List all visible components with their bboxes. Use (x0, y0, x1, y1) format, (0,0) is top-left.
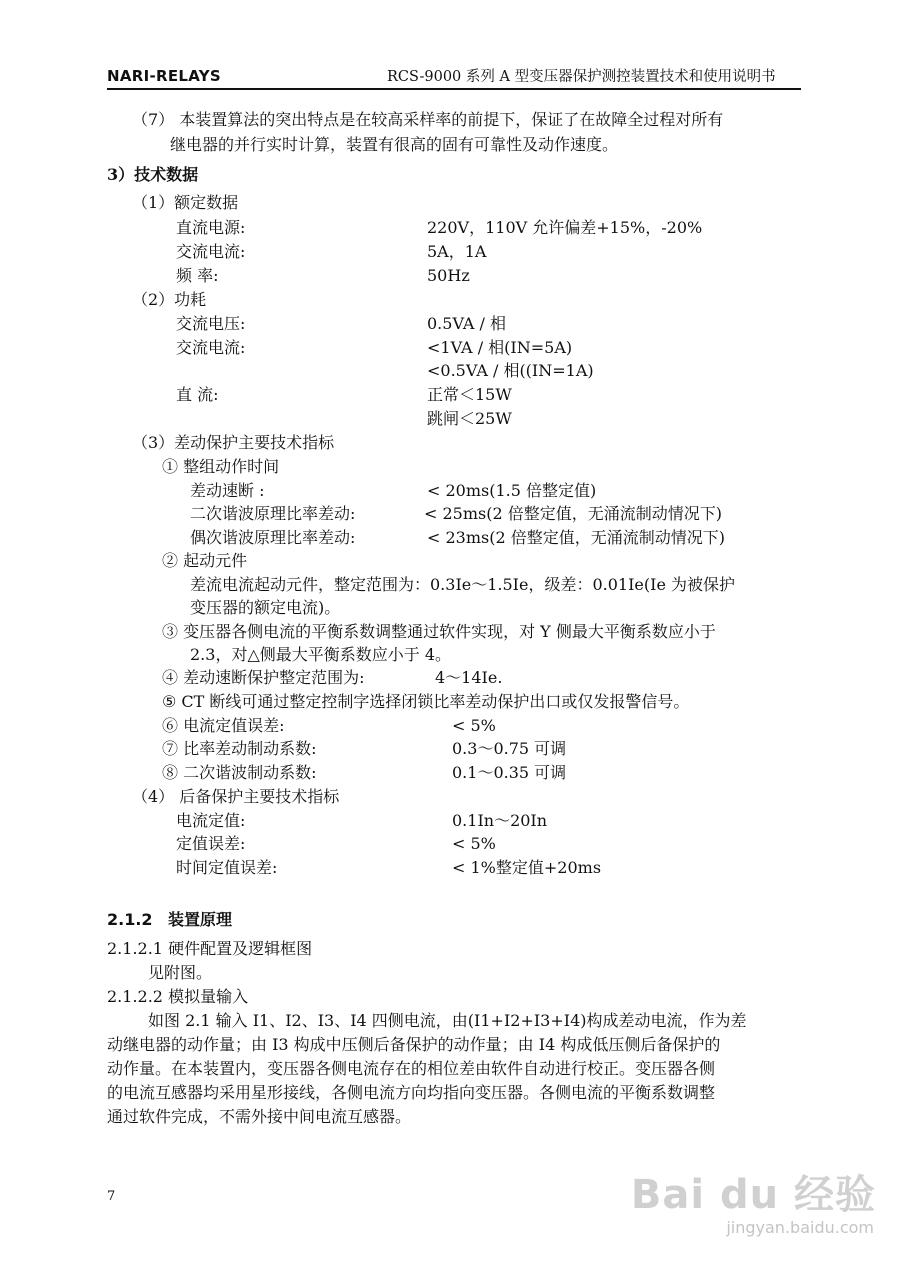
header-logo: NARI-RELAYS (107, 67, 222, 85)
spec-label: 频 率: (176, 266, 219, 285)
spec-label: 交流电压: (176, 314, 246, 333)
spec-label: 偶次谐波原理比率差动: (190, 528, 356, 547)
list-item: ③ 变压器各侧电流的平衡系数调整通过软件实现，对 Y 侧最大平衡系数应小于 (162, 622, 716, 641)
spec-value: < 1%整定值+20ms (452, 858, 602, 877)
subsection-heading: （2）功耗 (132, 290, 207, 309)
spec-label: 电流定值: (176, 811, 246, 830)
spec-label: 定值误差: (176, 834, 246, 853)
list-item: ① 整组动作时间 (162, 457, 280, 476)
text-line: 变压器的额定电流)。 (190, 598, 341, 617)
list-item: ⑥ 电流定值误差: (162, 716, 285, 735)
spec-value: 220V，110V 允许偏差+15%，-20% (427, 218, 703, 237)
subsection-heading: 2.1.2.1 硬件配置及逻辑框图 (107, 939, 313, 958)
spec-value: < 20ms(1.5 倍整定值) (427, 481, 597, 500)
spec-label: 二次谐波原理比率差动: (190, 504, 356, 523)
subsection-heading: 2.1.2.2 模拟量输入 (107, 987, 249, 1006)
spec-value: 0.3～0.75 可调 (452, 739, 567, 758)
text-line: 见附图。 (148, 963, 213, 982)
list-item: ⑦ 比率差动制动系数: (162, 739, 317, 758)
spec-value: 50Hz (427, 266, 470, 285)
spec-label: 直 流: (176, 385, 219, 404)
list-item: ⑤ CT 断线可通过整定控制字选择闭锁比率差动保护出口或仅发报警信号。 (162, 692, 690, 711)
text-line: 差流电流起动元件，整定范围为：0.3Ie～1.5Ie，级差：0.01Ie(Ie 为被保护 (190, 575, 736, 594)
text-line: 如图 2.1 输入 I1、I2、I3、I4 四侧电流，由(I1+I2+I3+I4)构成差动电流，作为差 (148, 1011, 747, 1030)
spec-label: 交流电流: (176, 338, 246, 357)
subsection-heading: （4） 后备保护主要技术指标 (132, 787, 340, 806)
spec-value: 4～14Ie. (435, 668, 503, 687)
text-line: （7） 本装置算法的突出特点是在较高采样率的前提下，保证了在故障全过程对所有 (132, 110, 724, 129)
page-number: 7 (107, 1189, 116, 1204)
section-heading: 3）技术数据 (107, 165, 199, 184)
subsection-heading: （1）额定数据 (132, 193, 239, 212)
text-line: 2.3，对△侧最大平衡系数应小于 4。 (190, 645, 452, 664)
spec-value: 0.5VA / 相 (427, 314, 507, 333)
header-title: RCS-9000 系列 A 型变压器保护测控装置技术和使用说明书 (387, 69, 776, 85)
text-line: 的电流互感器均采用星形接线，各侧电流方向均指向变压器。各侧电流的平衡系数调整 (107, 1083, 716, 1102)
spec-value: 0.1～0.35 可调 (452, 763, 567, 782)
baidu-jingyan-watermark-logo: Bai du 经验 (630, 1172, 876, 1218)
section-heading: 装置原理 (168, 910, 233, 929)
spec-value: 跳闸＜25W (427, 409, 512, 428)
watermark-url: jingyan.baidu.com (726, 1218, 874, 1237)
spec-value: <0.5VA / 相((IN=1A) (427, 361, 594, 380)
spec-value: 5A，1A (427, 242, 487, 261)
list-item: ② 起动元件 (162, 551, 248, 570)
section-number: 2.1.2 (107, 910, 153, 929)
subsection-heading: （3）差动保护主要技术指标 (132, 433, 335, 452)
spec-value: 0.1In～20In (452, 811, 548, 830)
spec-value: <1VA / 相(IN=5A) (427, 338, 573, 357)
text-line: 通过软件完成，不需外接中间电流互感器。 (107, 1107, 412, 1126)
header-rule (107, 88, 801, 90)
spec-value: < 5% (452, 834, 496, 853)
list-item: ⑧ 二次谐波制动系数: (162, 763, 317, 782)
text-line: 继电器的并行实时计算，装置有很高的固有可靠性及动作速度。 (170, 135, 619, 154)
list-item: ④ 差动速断保护整定范围为: (162, 668, 365, 687)
spec-value: < 5% (452, 716, 496, 735)
spec-label: 直流电源: (176, 218, 246, 237)
spec-label: 时间定值误差: (176, 858, 278, 877)
spec-label: 交流电流: (176, 242, 246, 261)
text-line: 动作量。在本装置内，变压器各侧电流存在的相位差由软件自动进行校正。变压器各侧 (107, 1059, 716, 1078)
text-line: 动继电器的动作量；由 I3 构成中压侧后备保护的动作量；由 I4 构成低压侧后备保护的 (107, 1035, 721, 1054)
spec-label: 差动速断 : (190, 481, 265, 500)
spec-value: 正常＜15W (427, 385, 512, 404)
spec-value: < 25ms(2 倍整定值，无涌流制动情况下) (424, 504, 722, 523)
spec-value: < 23ms(2 倍整定值，无涌流制动情况下) (427, 528, 725, 547)
